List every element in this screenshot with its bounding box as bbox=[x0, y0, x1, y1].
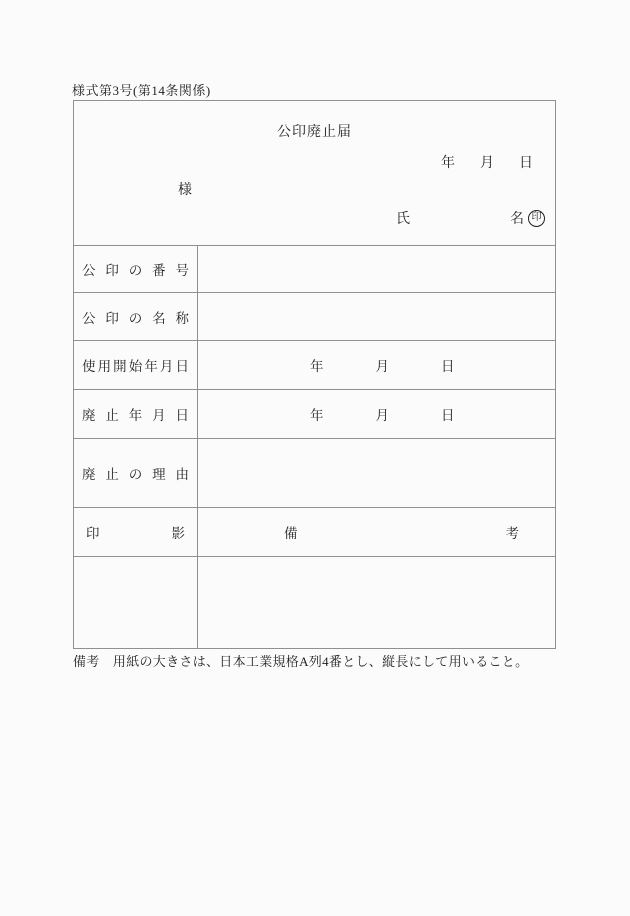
seal-number-field bbox=[198, 246, 555, 292]
form-code: 様式第3号(第14条関係) bbox=[72, 83, 211, 98]
table-row bbox=[74, 340, 555, 389]
name-label-second: 名 bbox=[510, 212, 524, 227]
name-line bbox=[396, 207, 555, 229]
footnote: 備考 用紙の大きさは、日本工業規格A列4番とし、縦長にして用いること。 bbox=[73, 654, 529, 669]
seal-abolition-form bbox=[73, 100, 556, 649]
day-unit-label: 日 bbox=[441, 408, 455, 423]
addressee-suffix: 様 bbox=[178, 183, 192, 198]
year-unit-label: 年 bbox=[310, 408, 324, 423]
abolition-reason-field bbox=[198, 439, 555, 507]
form-header bbox=[74, 101, 555, 245]
month-unit-label: 月 bbox=[375, 408, 389, 423]
row-label-text: 廃 止 の 理 由 bbox=[82, 467, 189, 482]
abolition-date-field bbox=[198, 390, 555, 438]
row-label-text: 廃 止 年 月 日 bbox=[82, 408, 189, 423]
day-unit-label: 日 bbox=[441, 359, 455, 374]
date-day-label: 日 bbox=[519, 156, 533, 171]
table-row bbox=[74, 389, 555, 438]
row-label-abolition-reason bbox=[74, 439, 198, 507]
remarks-header-cell bbox=[198, 508, 555, 556]
row-label-text: 印 影 bbox=[86, 526, 185, 541]
year-unit-label: 年 bbox=[310, 359, 324, 374]
date-line bbox=[441, 152, 555, 172]
date-year-label: 年 bbox=[441, 156, 455, 171]
table-row bbox=[74, 556, 555, 648]
row-label-text: 公 印 の 名 称 bbox=[82, 310, 189, 326]
month-unit-label: 月 bbox=[375, 359, 389, 374]
row-label-abolition-date bbox=[74, 390, 198, 438]
name-label-first: 氏 bbox=[396, 212, 410, 227]
seal-mark-icon bbox=[528, 210, 545, 227]
row-label-text: 公 印 の 番 号 bbox=[82, 263, 189, 278]
seal-impression-field bbox=[74, 557, 198, 648]
seal-name-field bbox=[198, 293, 555, 340]
row-label-start-date bbox=[74, 341, 198, 389]
row-label-seal-name bbox=[74, 293, 198, 340]
row-label-text: 使 用 開 始 年 月 日 bbox=[82, 359, 189, 374]
table-row bbox=[74, 245, 555, 292]
form-title: 公印廃止届 bbox=[277, 125, 352, 140]
remarks-field bbox=[198, 557, 555, 648]
seal-mark-glyph: 印 bbox=[531, 212, 542, 223]
start-date-field bbox=[198, 341, 555, 389]
date-month-label: 月 bbox=[480, 156, 494, 171]
table-row bbox=[74, 292, 555, 340]
row-label-seal-number bbox=[74, 246, 198, 292]
remarks-header-text: 備 考 bbox=[284, 526, 519, 541]
row-label-seal-impression bbox=[74, 508, 198, 556]
table-row bbox=[74, 438, 555, 507]
table-row bbox=[74, 507, 555, 556]
